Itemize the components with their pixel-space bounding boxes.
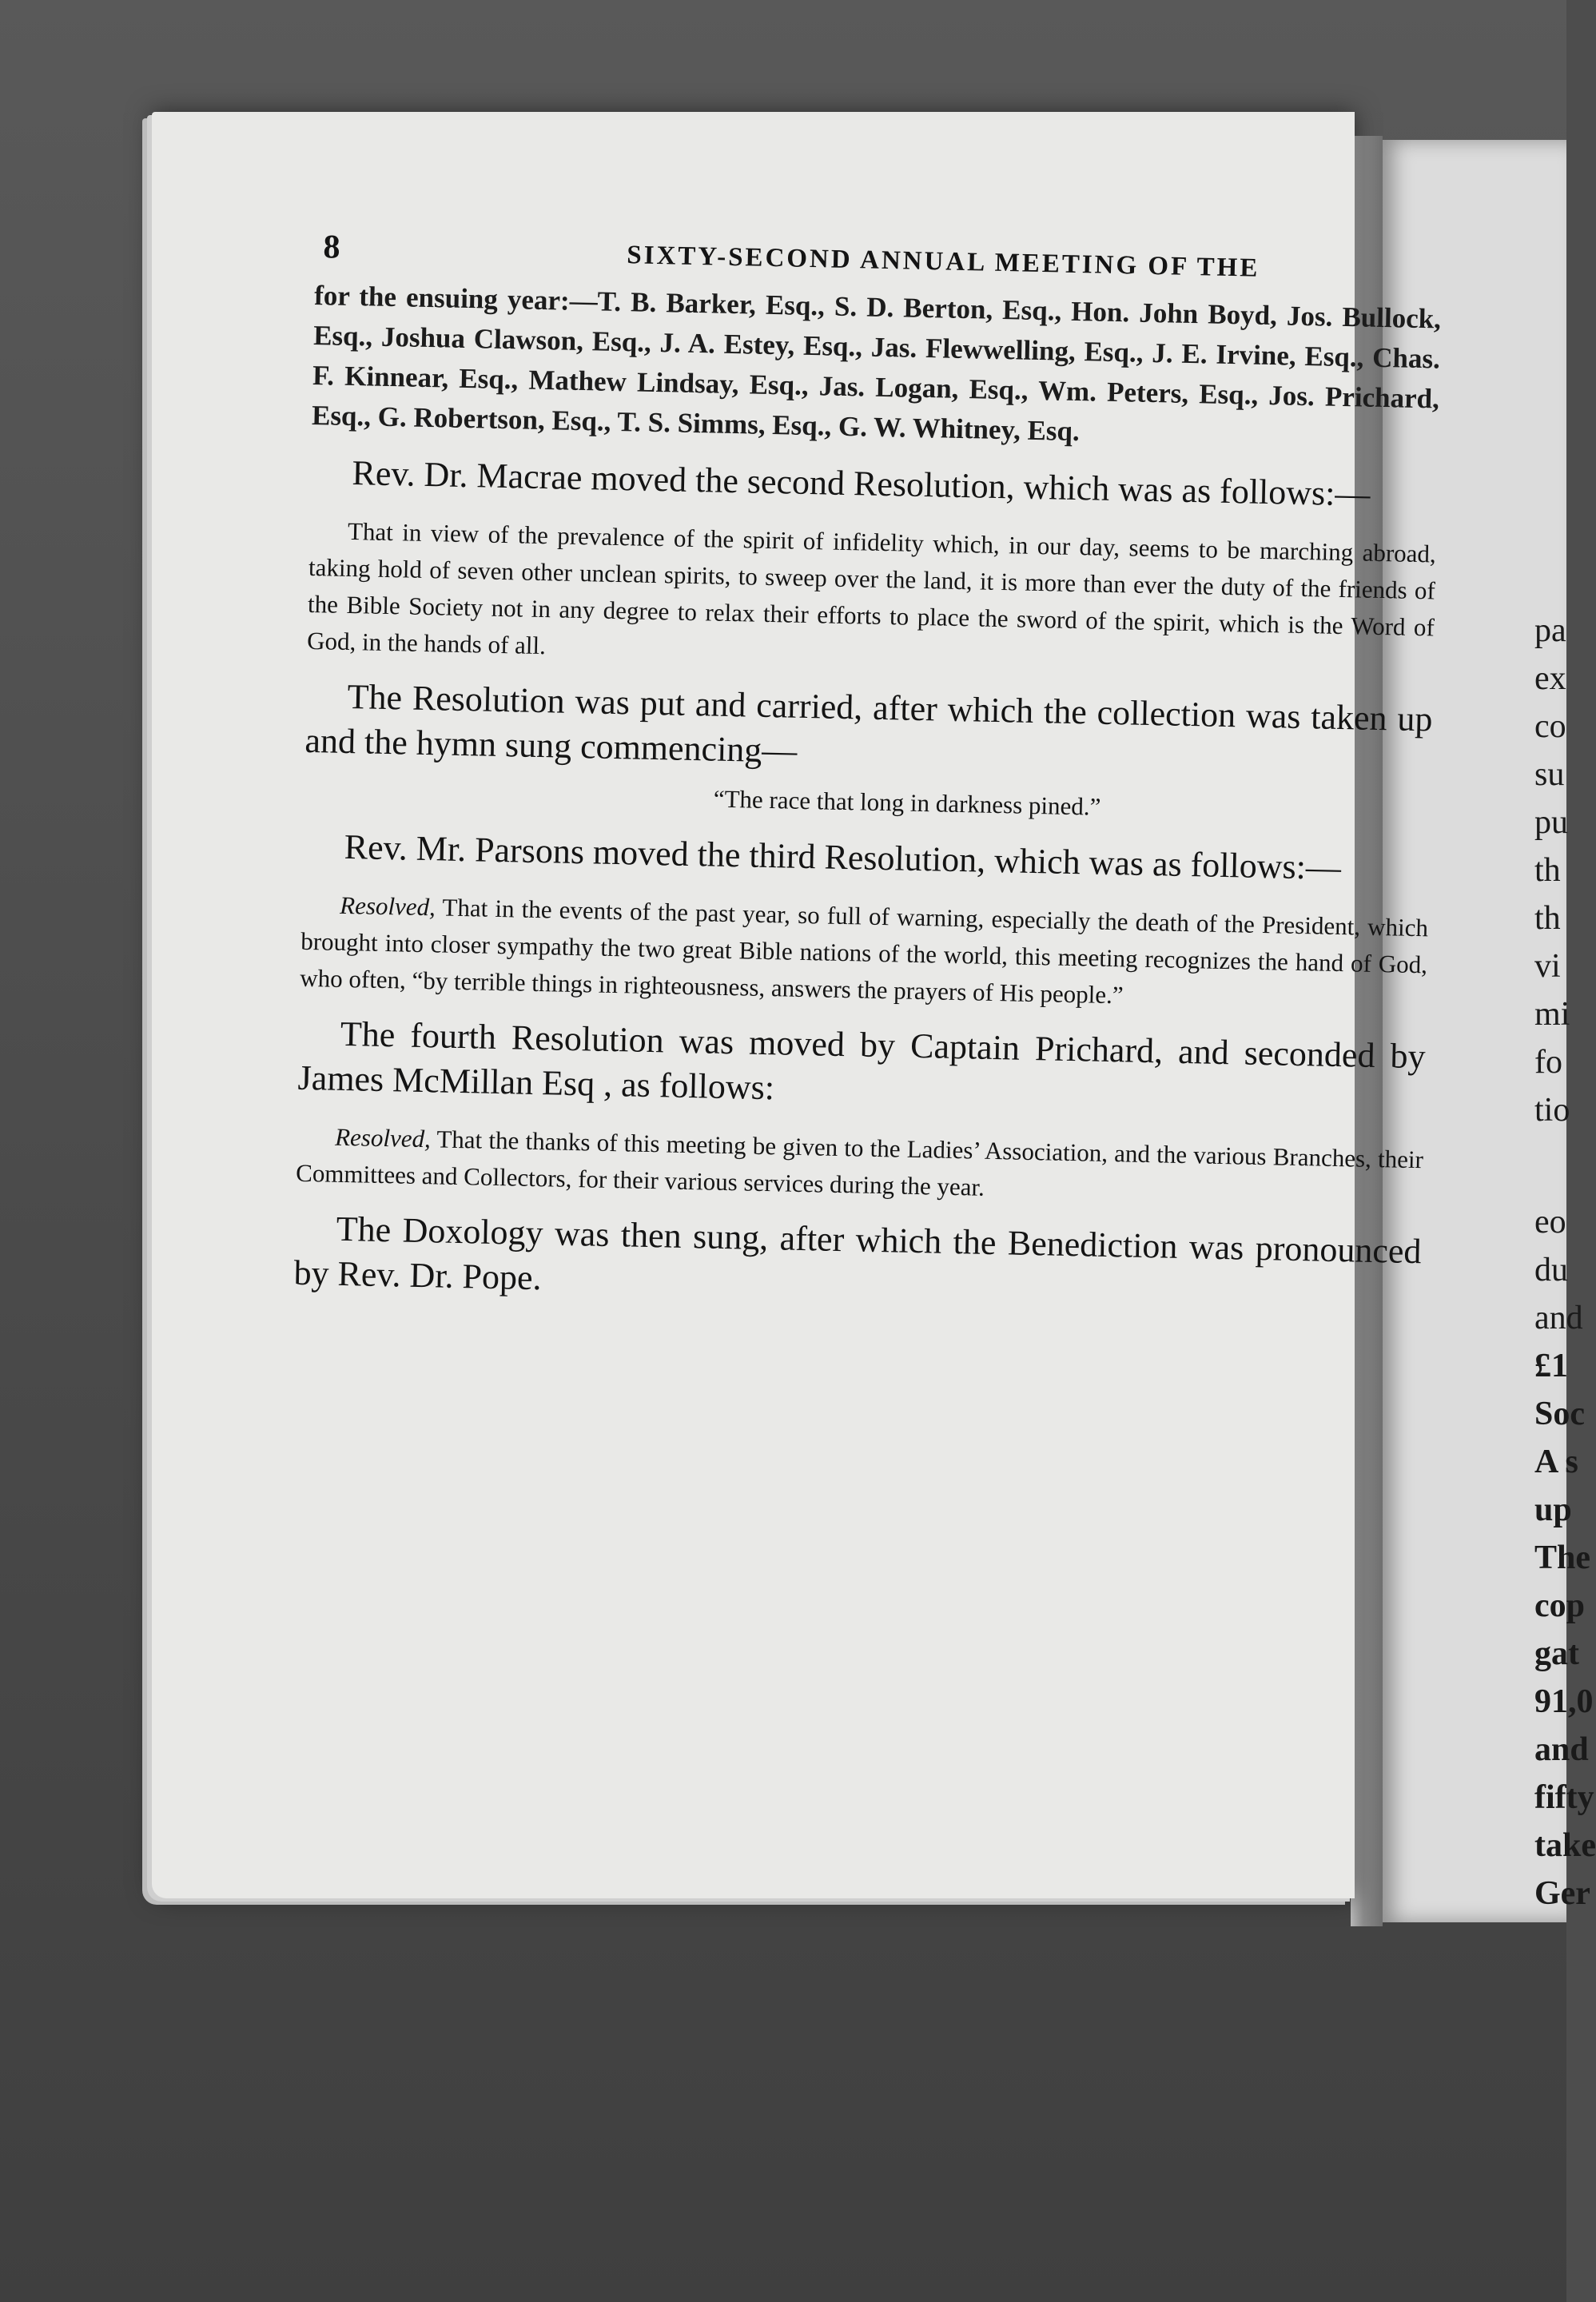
second-resolution-intro: Rev. Dr. Macrae moved the second Resolution, which was as follows:— (352, 453, 1371, 514)
fourth-resolution-text (296, 1118, 1424, 1216)
facing-page-fragment: gat (1534, 1635, 1579, 1672)
facing-page-fragment: eo (1534, 1204, 1566, 1241)
facing-page-fragment: pa (1534, 612, 1566, 649)
facing-page-fragment: du (1534, 1252, 1568, 1288)
facing-page-fragment: and (1534, 1731, 1589, 1768)
facing-page-fragment: 91,0 (1534, 1683, 1594, 1720)
resolved-label: Resolved, (339, 890, 436, 922)
facing-page-fragment: Soc (1534, 1396, 1585, 1432)
facing-page-fragment: fifty (1534, 1779, 1594, 1816)
facing-page-fragment: pu (1534, 804, 1568, 841)
third-resolution-text (300, 886, 1429, 1020)
third-resolution-body: That in the events of the past year, so full of warning, especially the death of the President, which brought into closer sympathy the two great Bible nations of the world, this meeting recognizes the hand of God, who often, “by terrible things in righteousness, answers the prayers of His people.” (299, 893, 1429, 1010)
facing-page-fragment: cop (1534, 1587, 1585, 1624)
second-resolution-text: That in view of the prevalence of the spirit of infidelity which, in our day, seems to be marching abroad, taking hold of seven other unclean spirits, to sweep over the land, it is more than ever the duty of the friends of the Bible Society not in any degree to relax their efforts to place the sword of the spirit, which is the Word of God, in the hands of all. (306, 516, 1437, 660)
fourth-resolution-body: That the thanks of this meeting be given to the Ladies’ Association, and the various Branches, their Committees and Collectors, for their various services during the year. (295, 1125, 1424, 1201)
facing-page-fragment: tio (1534, 1092, 1570, 1129)
facing-page-fragment: Ger (1534, 1875, 1590, 1912)
page-content (293, 228, 1443, 1319)
facing-page-fragment: th (1534, 852, 1561, 889)
facing-page-fragment: fo (1534, 1044, 1562, 1081)
facing-page-fragment: The (1534, 1539, 1591, 1576)
facing-page-fragment: th (1534, 900, 1561, 937)
fourth-resolution-intro: The fourth Resolution was moved by Captain Prichard, and seconded by James McMillan Esq , as follows: (297, 1014, 1427, 1108)
document-page (152, 112, 1442, 1898)
committee-list: for the ensuing year:—T. B. Barker, Esq., S. D. Berton, Esq., Hon. John Boyd, Jos. Bullock, Esq., Joshua Clawson, Esq., J. A. Estey, Esq., Jas. Flewwelling, Esq., J. E. Irvine, Esq., Chas. F. Kinnear, Esq., Mathew Lindsay, Esq., Jas. Logan, Esq., Wm. Peters, Esq., Jos. Prichard, Esq., G. Robertson, Esq., T. S. Simms, Esq., G. W. Whitney, Esq. (311, 279, 1442, 448)
facing-page-fragment: up (1534, 1492, 1572, 1528)
running-head-title: SIXTY-SECOND ANNUAL MEETING OF THE (626, 241, 1260, 283)
facing-page-fragment: vi (1534, 948, 1561, 985)
closing-paragraph: The Doxology was then sung, after which the Benediction was pronounced by Rev. Dr. Pope. (293, 1209, 1422, 1298)
facing-page-fragment: co (1534, 708, 1566, 745)
facing-page-fragment: ex (1534, 660, 1566, 697)
facing-page-fragment: and (1534, 1300, 1583, 1336)
page-number: 8 (323, 229, 340, 266)
facing-page-fragment: take (1534, 1827, 1596, 1864)
resolved-label: Resolved, (334, 1122, 432, 1153)
facing-page-fragment: £1 (1534, 1348, 1568, 1384)
resolution-carried-paragraph: The Resolution was put and carried, after which the collection was taken up and the hymn sung commencing— (304, 676, 1433, 771)
third-resolution-intro: Rev. Mr. Parsons moved the third Resolution, which was as follows:— (344, 826, 1342, 888)
facing-page-fragment: su (1534, 756, 1565, 793)
facing-page-fragment: mi (1534, 996, 1570, 1033)
hymn-quote: “The race that long in darkness pined.” (713, 784, 1101, 821)
facing-page-fragment: A s (1534, 1444, 1578, 1480)
